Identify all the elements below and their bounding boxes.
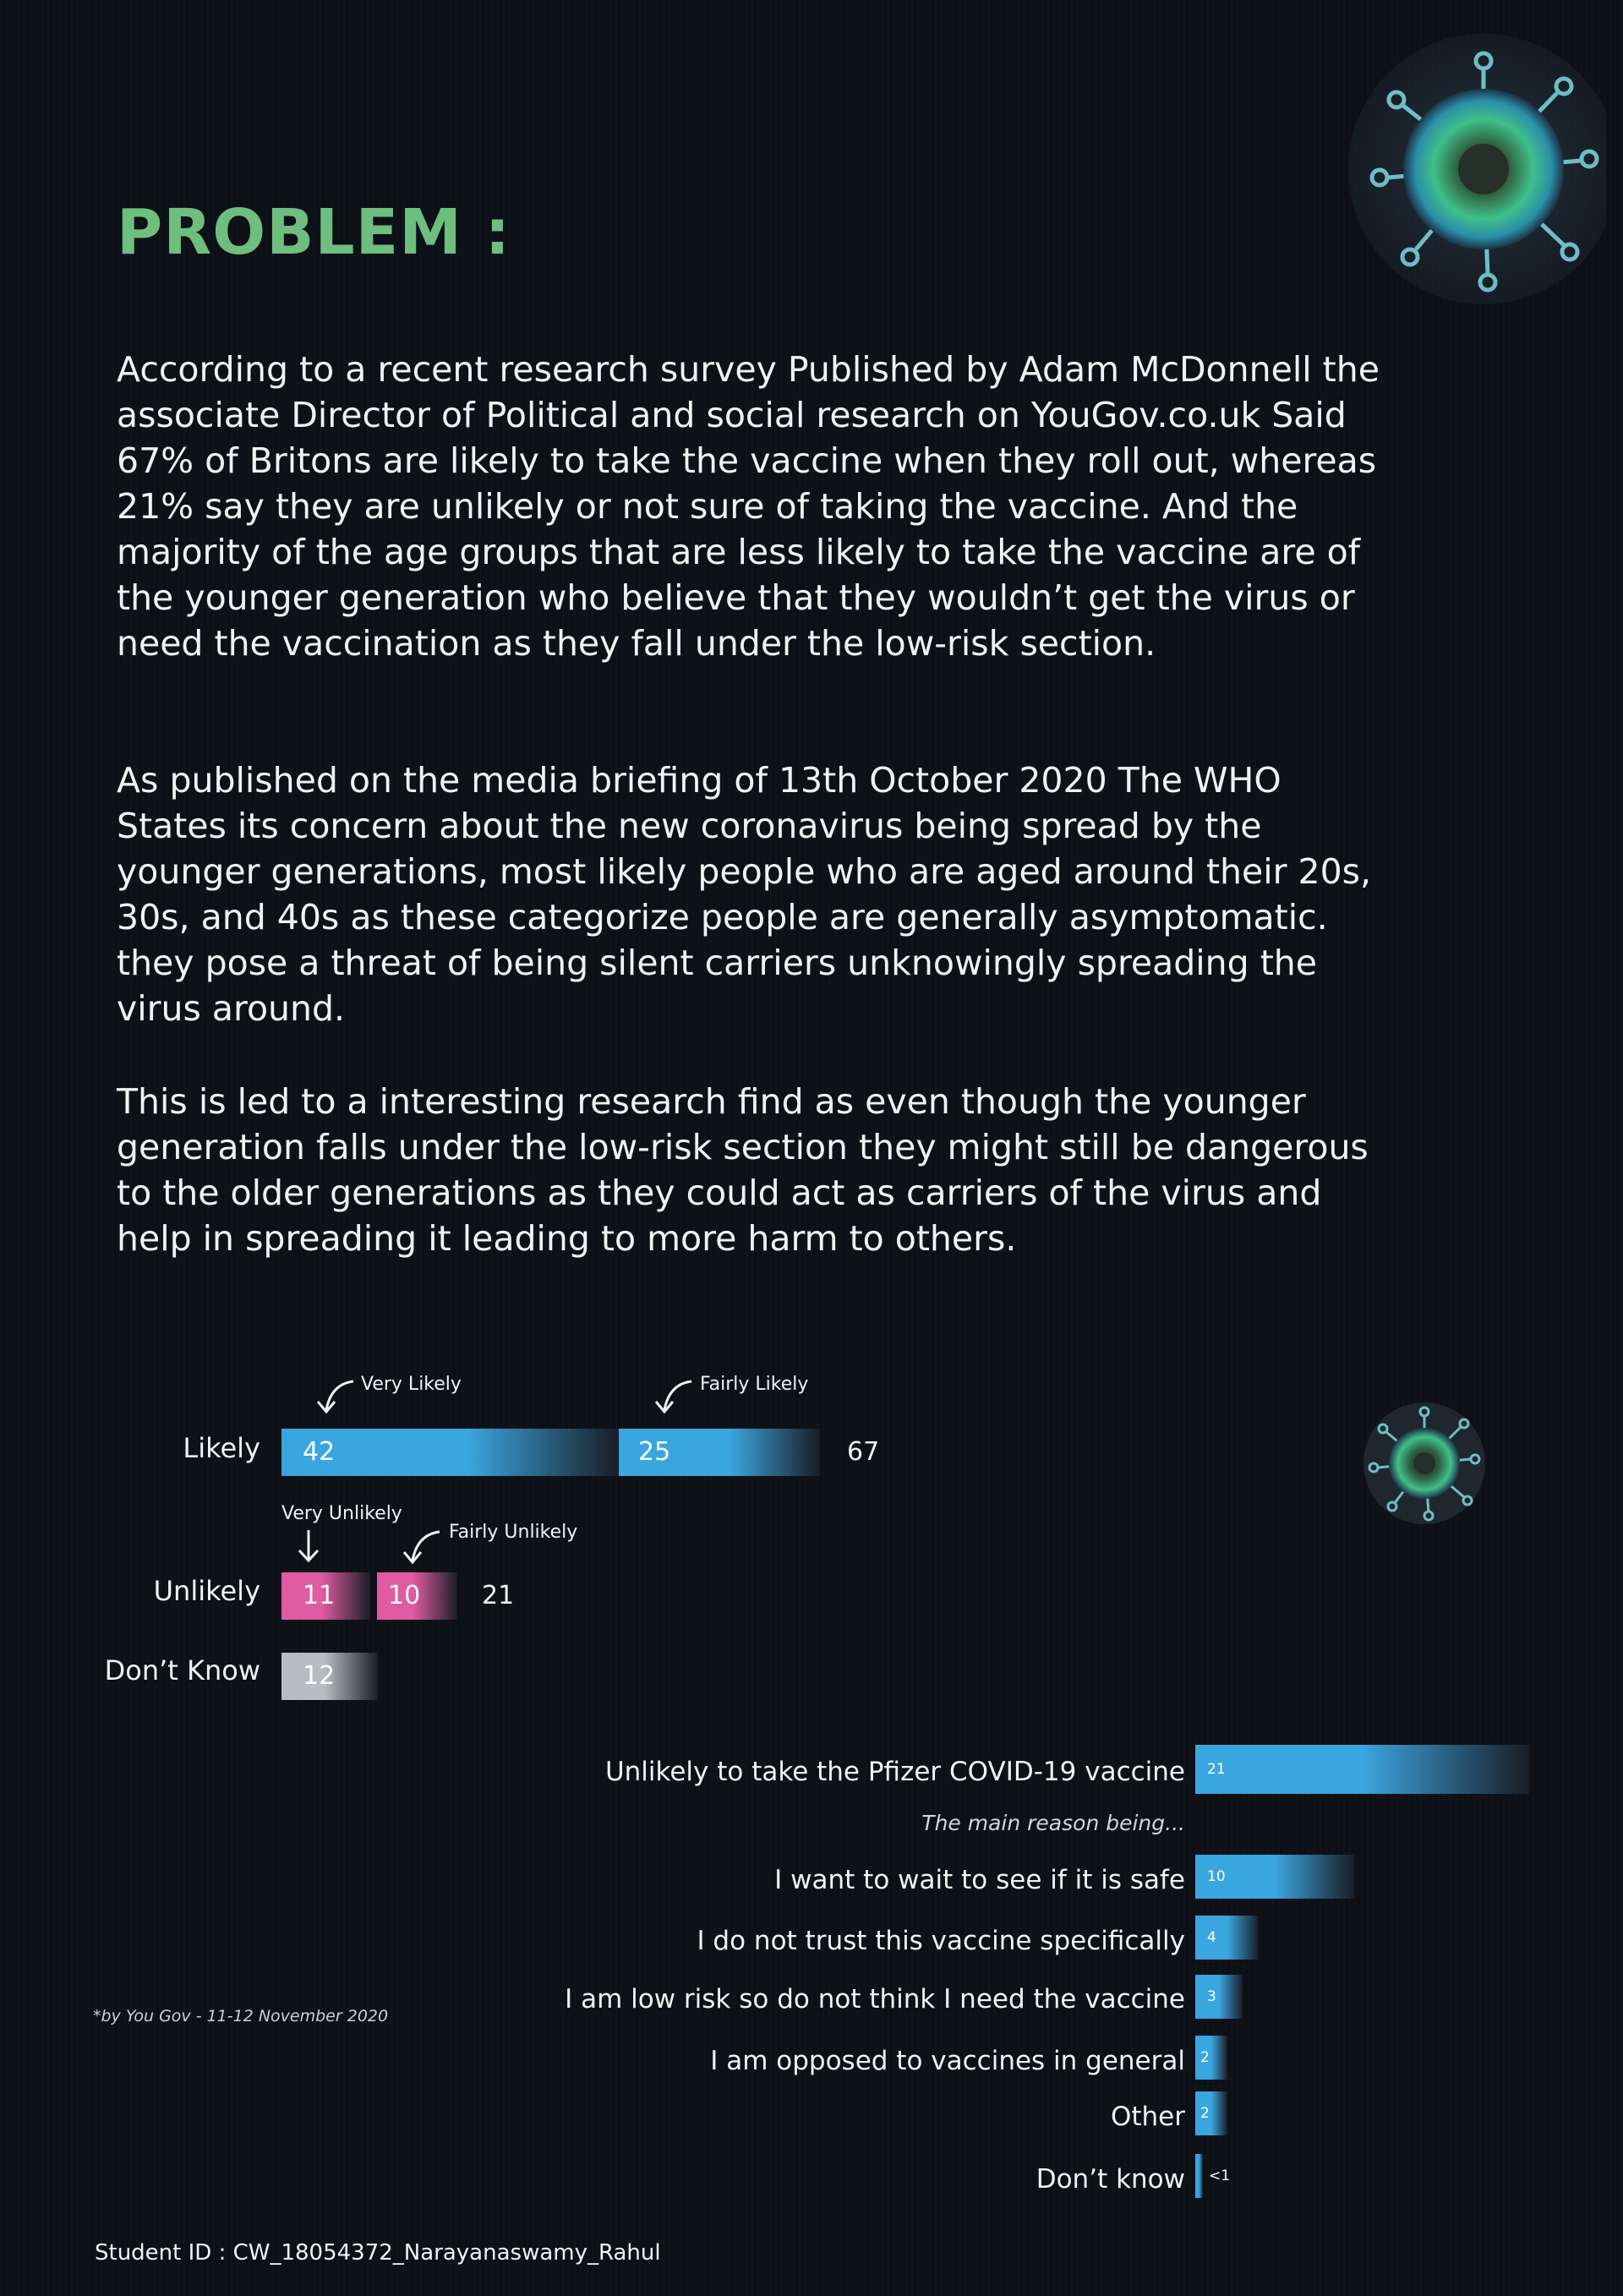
annotation-very-unlikely: Very Unlikely [281, 1503, 402, 1524]
student-id: Student ID : CW_18054372_Narayanaswamy_Rahul [95, 2240, 661, 2266]
arrow-very-unlikely-icon [296, 1528, 321, 1564]
row-label-unlikely: Unlikely [153, 1575, 260, 1607]
reasons-header-label: Unlikely to take the Pfizer COVID-19 vaccine [604, 1757, 1185, 1787]
reason-bar-distrust [1195, 1916, 1259, 1960]
total-likely: 67 [847, 1437, 880, 1467]
total-unlikely: 21 [482, 1581, 515, 1610]
reason-label-dont-know: Don’t know [1036, 2164, 1185, 2195]
paragraph-3: This is led to a interesting research find as even though the younger generation falls under the low-risk section they might still be dangerous to the older generations as they could act as carriers of the virus and help in spreading it leading to more harm to others. [117, 1081, 1369, 1259]
reason-value-distrust: 4 [1207, 1929, 1216, 1946]
source-note: *by You Gov - 11-12 November 2020 [93, 2007, 389, 2025]
reasons-chart [0, 1733, 1623, 2206]
reason-label-other: Other [1110, 2102, 1185, 2132]
row-label-dont-know: Don’t Know [104, 1654, 260, 1686]
page-title: PROBLEM : [117, 196, 511, 269]
paragraph-1: According to a recent research survey Published by Adam McDonnell the associate Director of Political and social research on YouGov.co.uk Said 67% of Britons are likely to take the vaccine when they roll out, whereas 21% say they are unlikely or not sure of taking the vaccine. And the majority of the age groups that are less likely to take the vaccine are of the younger generation who believe that they wouldn’t get the virus or need the vaccination as they fall under the low-risk section. [117, 349, 1380, 664]
reasons-subheading: The main reason being... [921, 1811, 1185, 1835]
annotation-very-likely: Very Likely [361, 1374, 462, 1395]
virus-small-icon [1361, 1400, 1488, 1527]
arrow-fairly-likely-icon [649, 1376, 697, 1417]
reasons-header-value: 21 [1207, 1761, 1226, 1778]
virus-large-icon [1336, 34, 1606, 304]
arrow-fairly-unlikely-icon [397, 1527, 445, 1567]
value-very-likely: 42 [303, 1437, 336, 1467]
annotation-fairly-likely: Fairly Likely [700, 1374, 809, 1395]
reason-label-low-risk: I am low risk so do not think I need the vaccine [565, 1984, 1185, 2014]
row-label-likely: Likely [183, 1432, 260, 1464]
reason-label-wait-safe: I want to wait to see if it is safe [774, 1865, 1185, 1895]
value-fairly-likely: 25 [638, 1437, 671, 1467]
reason-value-wait-safe: 10 [1207, 1868, 1226, 1885]
reasons-header-bar [1195, 1745, 1529, 1794]
reason-label-distrust: I do not trust this vaccine specifically [697, 1926, 1185, 1956]
paragraph-2: As published on the media briefing of 13th October 2020 The WHO States its concern about the new coronavirus being spread by the younger generations, most likely people who are aged around their 20s, 30s, and 40s as these categorize people are generally asymptomatic. they pose a threat of being silent carriers unknowingly spreading the virus around. [117, 760, 1372, 1029]
annotation-fairly-unlikely: Fairly Unlikely [449, 1522, 578, 1543]
arrow-very-likely-icon [311, 1376, 358, 1417]
reason-value-other: 2 [1200, 2105, 1210, 2122]
value-fairly-unlikely: 10 [388, 1581, 421, 1610]
reason-value-dont-know: <1 [1209, 2168, 1231, 2184]
reason-value-opposed: 2 [1200, 2049, 1210, 2066]
reason-bar-dont-know [1195, 2154, 1203, 2198]
reason-bar-low-risk [1195, 1975, 1243, 2019]
reason-label-opposed: I am opposed to vaccines in general [710, 2046, 1185, 2076]
value-dont-know: 12 [303, 1661, 336, 1691]
likelihood-chart [0, 1353, 1014, 1708]
reason-value-low-risk: 3 [1207, 1988, 1216, 2005]
value-very-unlikely: 11 [303, 1581, 336, 1610]
